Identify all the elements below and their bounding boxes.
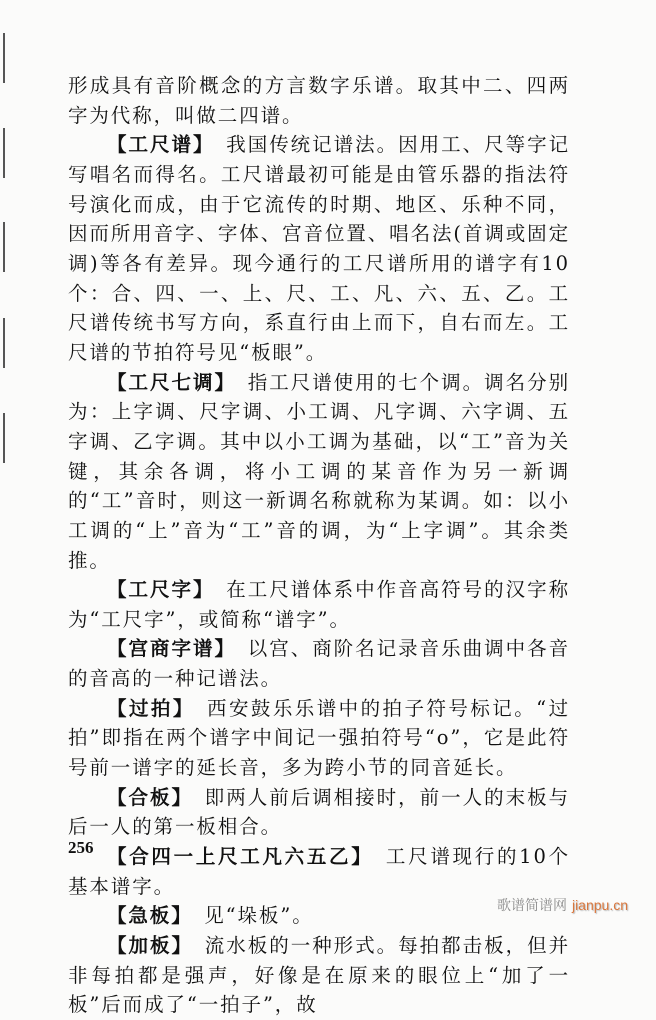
entry-gongchezi bbox=[68, 575, 570, 634]
entry-term: 【工尺谱】 bbox=[107, 133, 205, 157]
watermark bbox=[497, 895, 628, 915]
scan-margin-bar bbox=[3, 222, 5, 272]
entry-text: 工尺谱现行的10个基本谱字。 bbox=[68, 845, 570, 898]
entry-term: 【合板】 bbox=[107, 785, 184, 809]
entry-text: 见“垛板”。 bbox=[182, 904, 314, 928]
entry-term: 【工尺字】 bbox=[107, 578, 205, 602]
watermark-en: jianpu.cn bbox=[571, 897, 628, 913]
page-body bbox=[68, 71, 570, 1020]
entry-gongchepu bbox=[68, 130, 570, 367]
continuation-paragraph: 形成具有音阶概念的方言数字乐谱。取其中二、四两字为代称，叫做二四谱。 bbox=[68, 74, 570, 127]
scan-margin-bar bbox=[3, 33, 5, 83]
scan-margin-bar bbox=[3, 413, 5, 463]
scan-margin-bar bbox=[3, 128, 5, 178]
watermark-cn: 歌谱简谱网 bbox=[496, 898, 567, 914]
entry-term: 【工尺七调】 bbox=[107, 370, 227, 394]
entry-text: 流水板的一种形式。每拍都击板，但并非每拍都是强声，好像是在原来的眼位上“加了一板”后而成了“一拍子”，故 bbox=[68, 934, 571, 1017]
entry-guopai bbox=[68, 694, 570, 783]
entry-text: 即两人前后调相接时，前一人的末板与后一人的第一板相合。 bbox=[68, 785, 571, 839]
entry-text: 西安鼓乐乐谱中的拍子符号标记。“过拍”即指在两个谱字中间记一强拍符号“o”，它是此符号前一谱字的延长音，多为跨小节的同音延长。 bbox=[68, 696, 571, 780]
page-number: 256 bbox=[68, 838, 94, 857]
entry-text: 在工尺谱体系中作音高符号的汉字称为“工尺字”，或简称“谱字”。 bbox=[68, 578, 570, 631]
entry-jiaban bbox=[68, 931, 570, 1020]
entry-gongche-qidiao bbox=[68, 368, 570, 576]
scan-margin-bar bbox=[3, 318, 5, 368]
entry-term: 【过拍】 bbox=[107, 696, 186, 720]
entry-term: 【合四一上尺工凡六五乙】 bbox=[107, 845, 364, 869]
entry-gongshang-zipu bbox=[68, 634, 570, 693]
entry-term: 【加板】 bbox=[107, 934, 184, 958]
entry-jiban bbox=[68, 901, 570, 931]
entry-term: 【急板】 bbox=[107, 904, 183, 928]
entry-text: 指工尺谱使用的七个调。调名分别为：上字调、尺字调、小工调、凡字调、六字调、五字调、乙字调。其中以小工调为基础，以“工”音为关键，其余各调，将小工调的某音作为另一新调的“工”音时，则这一新调名称就称为某调。如：以小工调的“上”音为“工”音的调，为“上字调”。其余类推。 bbox=[68, 370, 571, 572]
entry-term: 【宫商字谱】 bbox=[107, 637, 227, 661]
entry-text: 以宫、商阶名记录音乐曲调中各音的音高的一种记谱法。 bbox=[68, 637, 571, 691]
entry-heban bbox=[68, 783, 570, 842]
entry-he-si-yi bbox=[68, 842, 570, 901]
entry-text: 我国传统记谱法。因用工、尺等字记写唱名而得名。工尺谱最初可能是由管乐器的指法符号演化而成，由于它流传的时期、地区、乐种不同，因而所用音字、字体、宫音位置、唱名法(首调或固定调)等各有差异。现今通行的工尺谱所用的谱字有10个：合、四、一、上、尺、工、凡、六、五、乙。工尺谱传统书写方向，系直行由上而下，自右而左。工尺谱的节拍符号见“板眼”。 bbox=[68, 133, 570, 364]
